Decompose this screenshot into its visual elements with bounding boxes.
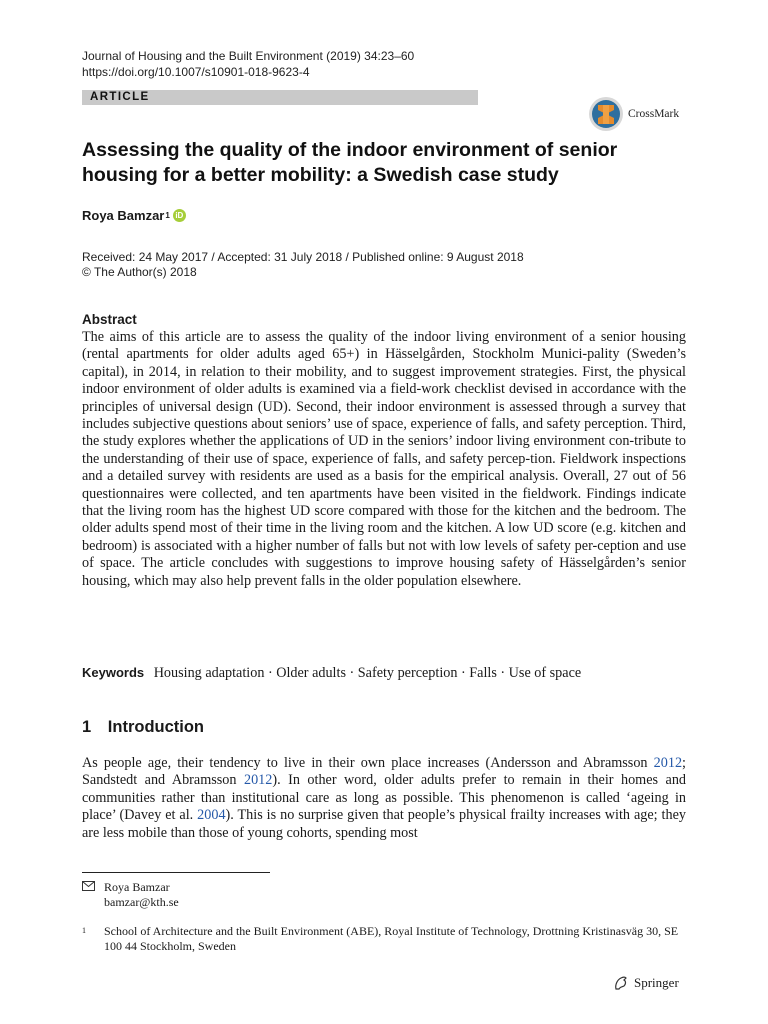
doi-link[interactable]: https://doi.org/10.1007/s10901-018-9623-4 [82,65,310,79]
paper-title [82,138,642,188]
springer-horse-icon [612,974,630,992]
citation-link[interactable]: 2012 [653,755,683,771]
citation-link[interactable]: 2004 [197,807,226,824]
history-dates: Received: 24 May 2017 / Accepted: 31 July 2018 / Published online: 9 August 2018 [82,250,524,264]
author-line [82,208,186,223]
crossmark-icon [588,96,624,132]
title-line-2: housing for a better mobility: a Swedish case study [82,164,559,186]
author-name: Roya Bamzar [82,208,165,223]
introduction-paragraph [82,755,686,842]
abstract-heading: Abstract [82,312,137,327]
author-affiliation-mark: 1 [165,211,170,220]
orcid-icon[interactable]: iD [173,209,186,222]
citation-link[interactable]: 2012 [243,772,273,789]
intro-text-3: ). In other word, older adults prefer to remain in their homes and communities rather than institutional care as long as possible. This phenomenon is called ‘ageing in place’ (Davey et al. [82,772,687,824]
intro-text-4: ). This is no surprise given that people’s physical frailty increases with age; they are less mobile than those of young cohorts, spending most [82,807,686,841]
section-heading-introduction [82,718,204,737]
keywords-heading: Keywords [82,665,145,680]
copyright-line: © The Author(s) 2018 [82,265,197,279]
title-line-1: Assessing the quality of the indoor environment of senior [82,139,618,161]
article-type-bar: ARTICLE [82,90,478,105]
crossmark-badge[interactable] [588,96,698,132]
section-number: 1 [82,718,92,736]
journal-citation: Journal of Housing and the Built Environment (2019) 34:23–60 [82,49,415,63]
publisher-name: Springer [634,975,679,990]
keywords-list: Housing adaptation · Older adults · Safety perception · Falls · Use of space [153,665,582,681]
publisher-logo [612,974,679,992]
corresponding-author-footnote [82,880,179,909]
contact-email[interactable]: bamzar@kth.se [104,894,179,909]
keywords-line [82,664,686,682]
abstract-text: The aims of this article are to assess the quality of the indoor living environment of a senior housing (rental apartments for older adults aged 65+) in Hässelgården, Stockholm Munici-pality (Sweden’s capital), in 2014, in relation to their mobility, and to suggest improvement strategies. First, the physical indoor environment of older adults is examined via a field-work checklist devised in accordance with the principles of universal design (UD). Second, their indoor environment is assessed through a survey that includes subjective questions about seniors’ use of space, experience of falls, and safety perception. Third, the study explores whether the applications of UD in the seniors’ indoor living environment con-tribute to the understanding of their use of space, experience of falls, and safety percep-tion. Fieldwork inspections and a detailed survey with residents are used as a basis for the empirical analysis. Overall, 27 out of 56 questionnaires were collected, and ten apartments have been visited in the fieldwork. Findings indicate that the living room has the highest UD score compared with those for the kitchen and the bedroom. The older adults spend most of their time in the living room and the kitchen. A low UD score (e.g. kitchen and bedroom) is associated with a higher number of falls but not with low levels of safety per-ception and use of space. The article concludes with suggestions to improve housing safety of Hässelgården’s senior housing, which may also help prevent falls in the older population elsewhere. [82,329,686,589]
affiliation-text: School of Architecture and the Built Environment (ABE), Royal Institute of Technology, Drottning Kristinasväg 30, SE 100 44 Stockholm, Sweden [104,924,679,953]
section-title: Introduction [107,718,205,736]
affiliation-footnote [82,924,686,953]
contact-name: Roya Bamzar [104,880,170,894]
footnote-divider [82,872,270,873]
intro-text-1: As people age, their tendency to live in their own place increases (Andersson and Abramsson [82,755,654,771]
publication-dates [82,250,524,280]
envelope-icon [82,880,104,909]
crossmark-label: CrossMark [628,108,680,120]
journal-header [82,48,414,80]
affiliation-mark: 1 [82,926,86,935]
intro-text-2: ; Sandstedt and Abramsson [82,755,686,789]
